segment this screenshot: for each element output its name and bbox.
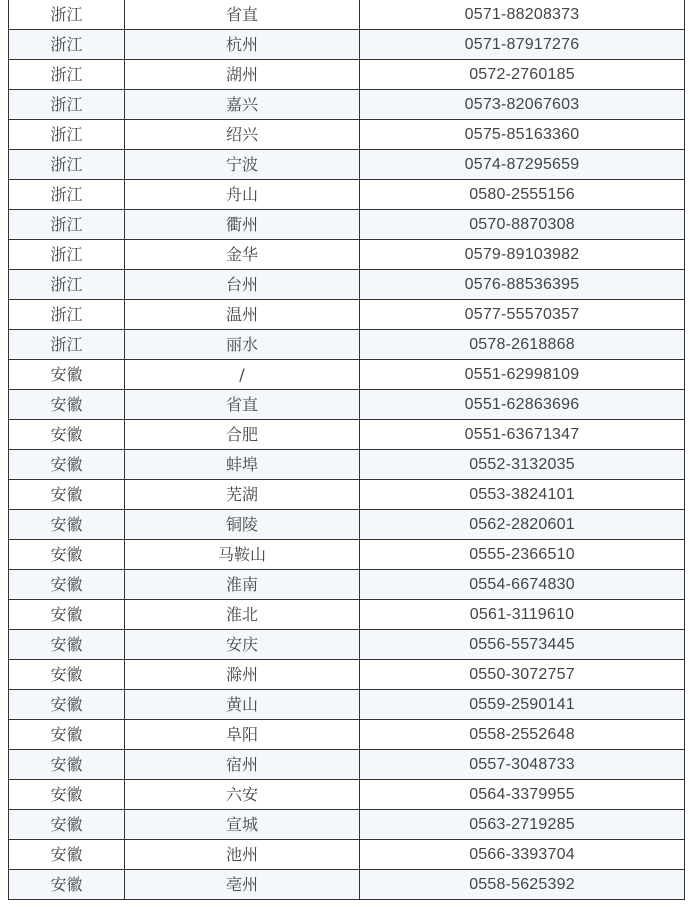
city-cell: 丽水 (125, 330, 360, 360)
table-row (9, 780, 685, 810)
phone-cell: 0551-62998109 (360, 360, 685, 390)
province-cell: 浙江 (9, 0, 125, 30)
city-cell: 杭州 (125, 30, 360, 60)
table-row (9, 720, 685, 750)
province-cell: 浙江 (9, 210, 125, 240)
phone-cell: 0562-2820601 (360, 510, 685, 540)
table-row (9, 600, 685, 630)
table-row (9, 330, 685, 360)
province-cell: 安徽 (9, 780, 125, 810)
phone-cell: 0552-3132035 (360, 450, 685, 480)
table-row (9, 390, 685, 420)
city-cell: 阜阳 (125, 720, 360, 750)
city-cell: 六安 (125, 780, 360, 810)
table-row (9, 810, 685, 840)
province-cell: 安徽 (9, 510, 125, 540)
province-cell: 浙江 (9, 60, 125, 90)
phone-cell: 0578-2618868 (360, 330, 685, 360)
contact-table (8, 0, 685, 900)
phone-cell: 0561-3119610 (360, 600, 685, 630)
province-cell: 浙江 (9, 300, 125, 330)
city-cell: 滁州 (125, 660, 360, 690)
city-cell: 衢州 (125, 210, 360, 240)
province-cell: 安徽 (9, 660, 125, 690)
table-row (9, 480, 685, 510)
table-row (9, 270, 685, 300)
province-cell: 浙江 (9, 30, 125, 60)
phone-cell: 0550-3072757 (360, 660, 685, 690)
city-cell: 淮南 (125, 570, 360, 600)
phone-cell: 0575-85163360 (360, 120, 685, 150)
city-cell: 宁波 (125, 150, 360, 180)
table-row (9, 150, 685, 180)
table-row (9, 450, 685, 480)
phone-cell: 0579-89103982 (360, 240, 685, 270)
province-cell: 浙江 (9, 240, 125, 270)
phone-cell: 0563-2719285 (360, 810, 685, 840)
city-cell: 黄山 (125, 690, 360, 720)
city-cell: 嘉兴 (125, 90, 360, 120)
table-row (9, 630, 685, 660)
phone-cell: 0564-3379955 (360, 780, 685, 810)
phone-cell: 0571-88208373 (360, 0, 685, 30)
phone-cell: 0554-6674830 (360, 570, 685, 600)
table-row (9, 30, 685, 60)
province-cell: 安徽 (9, 690, 125, 720)
phone-cell: 0555-2366510 (360, 540, 685, 570)
city-cell: 芜湖 (125, 480, 360, 510)
province-cell: 安徽 (9, 420, 125, 450)
province-cell: 安徽 (9, 540, 125, 570)
contact-table-body (9, 0, 685, 900)
province-cell: 安徽 (9, 600, 125, 630)
city-cell: 合肥 (125, 420, 360, 450)
table-row (9, 360, 685, 390)
table-row (9, 420, 685, 450)
table-row (9, 240, 685, 270)
province-cell: 浙江 (9, 270, 125, 300)
table-row (9, 570, 685, 600)
city-cell: 舟山 (125, 180, 360, 210)
phone-cell: 0557-3048733 (360, 750, 685, 780)
contact-table-container (8, 0, 684, 900)
phone-cell: 0576-88536395 (360, 270, 685, 300)
phone-cell: 0558-2552648 (360, 720, 685, 750)
table-row (9, 300, 685, 330)
table-row (9, 0, 685, 30)
phone-cell: 0572-2760185 (360, 60, 685, 90)
province-cell: 安徽 (9, 360, 125, 390)
table-row (9, 660, 685, 690)
table-row (9, 210, 685, 240)
city-cell: 湖州 (125, 60, 360, 90)
province-cell: 安徽 (9, 450, 125, 480)
city-cell: 金华 (125, 240, 360, 270)
province-cell: 安徽 (9, 870, 125, 900)
city-cell: 安庆 (125, 630, 360, 660)
city-cell: 铜陵 (125, 510, 360, 540)
province-cell: 安徽 (9, 390, 125, 420)
phone-cell: 0553-3824101 (360, 480, 685, 510)
phone-cell: 0570-8870308 (360, 210, 685, 240)
city-cell: 省直 (125, 390, 360, 420)
province-cell: 安徽 (9, 570, 125, 600)
phone-cell: 0556-5573445 (360, 630, 685, 660)
phone-cell: 0574-87295659 (360, 150, 685, 180)
province-cell: 浙江 (9, 90, 125, 120)
city-cell: 淮北 (125, 600, 360, 630)
province-cell: 安徽 (9, 840, 125, 870)
phone-cell: 0551-62863696 (360, 390, 685, 420)
city-cell: 池州 (125, 840, 360, 870)
province-cell: 安徽 (9, 630, 125, 660)
province-cell: 安徽 (9, 720, 125, 750)
phone-cell: 0559-2590141 (360, 690, 685, 720)
phone-cell: 0551-63671347 (360, 420, 685, 450)
city-cell: 省直 (125, 0, 360, 30)
province-cell: 浙江 (9, 330, 125, 360)
table-row (9, 750, 685, 780)
phone-cell: 0571-87917276 (360, 30, 685, 60)
table-row (9, 510, 685, 540)
table-row (9, 180, 685, 210)
table-row (9, 90, 685, 120)
city-cell: / (125, 360, 360, 390)
table-row (9, 840, 685, 870)
phone-cell: 0566-3393704 (360, 840, 685, 870)
province-cell: 安徽 (9, 480, 125, 510)
table-row (9, 60, 685, 90)
province-cell: 安徽 (9, 810, 125, 840)
phone-cell: 0577-55570357 (360, 300, 685, 330)
phone-cell: 0573-82067603 (360, 90, 685, 120)
table-row (9, 870, 685, 900)
province-cell: 浙江 (9, 180, 125, 210)
city-cell: 温州 (125, 300, 360, 330)
table-row (9, 690, 685, 720)
table-row (9, 120, 685, 150)
phone-cell: 0580-2555156 (360, 180, 685, 210)
city-cell: 绍兴 (125, 120, 360, 150)
city-cell: 台州 (125, 270, 360, 300)
phone-cell: 0558-5625392 (360, 870, 685, 900)
table-row (9, 540, 685, 570)
city-cell: 宿州 (125, 750, 360, 780)
city-cell: 亳州 (125, 870, 360, 900)
city-cell: 宣城 (125, 810, 360, 840)
province-cell: 安徽 (9, 750, 125, 780)
city-cell: 蚌埠 (125, 450, 360, 480)
province-cell: 浙江 (9, 150, 125, 180)
province-cell: 浙江 (9, 120, 125, 150)
city-cell: 马鞍山 (125, 540, 360, 570)
